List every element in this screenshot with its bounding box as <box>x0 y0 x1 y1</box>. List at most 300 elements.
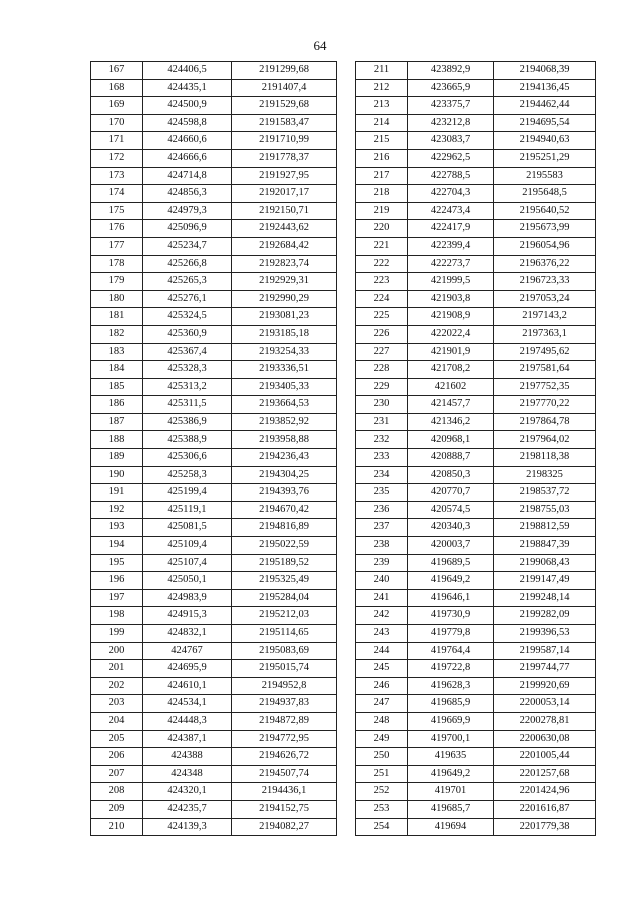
table-row <box>91 765 337 783</box>
y-coordinate-cell: 2195325,49 <box>232 572 337 590</box>
point-number-cell: 205 <box>91 730 143 748</box>
x-coordinate-cell: 419685,9 <box>408 695 494 713</box>
table-row <box>91 149 337 167</box>
y-coordinate-cell: 2194626,72 <box>232 748 337 766</box>
y-coordinate-cell: 2198537,72 <box>494 484 596 502</box>
y-coordinate-cell: 2199396,53 <box>494 625 596 643</box>
table-row <box>356 607 596 625</box>
table-row <box>356 185 596 203</box>
x-coordinate-cell: 424695,9 <box>143 660 232 678</box>
table-row <box>91 202 337 220</box>
table-row <box>91 712 337 730</box>
y-coordinate-cell: 2193958,88 <box>232 431 337 449</box>
y-coordinate-cell: 2197495,62 <box>494 343 596 361</box>
y-coordinate-cell: 2191778,37 <box>232 149 337 167</box>
x-coordinate-cell: 419722,8 <box>408 660 494 678</box>
y-coordinate-cell: 2199587,14 <box>494 642 596 660</box>
x-coordinate-cell: 420850,3 <box>408 466 494 484</box>
y-coordinate-cell: 2197581,64 <box>494 361 596 379</box>
point-number-cell: 171 <box>91 132 143 150</box>
y-coordinate-cell: 2198812,59 <box>494 519 596 537</box>
x-coordinate-cell: 419779,8 <box>408 625 494 643</box>
point-number-cell: 173 <box>91 167 143 185</box>
x-coordinate-cell: 424448,3 <box>143 712 232 730</box>
x-coordinate-cell: 424856,3 <box>143 185 232 203</box>
table-row <box>356 413 596 431</box>
x-coordinate-cell: 419635 <box>408 748 494 766</box>
point-number-cell: 207 <box>91 765 143 783</box>
x-coordinate-cell: 423892,9 <box>408 62 494 80</box>
point-number-cell: 238 <box>356 537 408 555</box>
y-coordinate-cell: 2195648,5 <box>494 185 596 203</box>
y-coordinate-cell: 2195640,52 <box>494 202 596 220</box>
point-number-cell: 246 <box>356 677 408 695</box>
table-row <box>91 607 337 625</box>
y-coordinate-cell: 2194068,39 <box>494 62 596 80</box>
table-row <box>356 484 596 502</box>
table-row <box>356 62 596 80</box>
point-number-cell: 210 <box>91 818 143 836</box>
point-number-cell: 250 <box>356 748 408 766</box>
table-row <box>356 132 596 150</box>
y-coordinate-cell: 2199248,14 <box>494 589 596 607</box>
point-number-cell: 170 <box>91 114 143 132</box>
x-coordinate-cell: 425324,5 <box>143 308 232 326</box>
x-coordinate-cell: 424610,1 <box>143 677 232 695</box>
point-number-cell: 225 <box>356 308 408 326</box>
y-coordinate-cell: 2194136,45 <box>494 79 596 97</box>
point-number-cell: 252 <box>356 783 408 801</box>
table-row <box>356 800 596 818</box>
table-row <box>356 783 596 801</box>
x-coordinate-cell: 425109,4 <box>143 537 232 555</box>
x-coordinate-cell: 424235,7 <box>143 800 232 818</box>
point-number-cell: 186 <box>91 396 143 414</box>
point-number-cell: 203 <box>91 695 143 713</box>
point-number-cell: 184 <box>91 361 143 379</box>
y-coordinate-cell: 2192443,62 <box>232 220 337 238</box>
point-number-cell: 201 <box>91 660 143 678</box>
y-coordinate-cell: 2198118,38 <box>494 449 596 467</box>
table-row <box>91 800 337 818</box>
table-row <box>356 818 596 836</box>
table-row <box>91 378 337 396</box>
table-row <box>91 97 337 115</box>
point-number-cell: 214 <box>356 114 408 132</box>
table-row <box>91 167 337 185</box>
table-row <box>356 290 596 308</box>
x-coordinate-cell: 421346,2 <box>408 413 494 431</box>
x-coordinate-cell: 425311,5 <box>143 396 232 414</box>
point-number-cell: 228 <box>356 361 408 379</box>
x-coordinate-cell: 424435,1 <box>143 79 232 97</box>
y-coordinate-cell: 2199744,77 <box>494 660 596 678</box>
y-coordinate-cell: 2193405,33 <box>232 378 337 396</box>
point-number-cell: 191 <box>91 484 143 502</box>
point-number-cell: 208 <box>91 783 143 801</box>
point-number-cell: 251 <box>356 765 408 783</box>
y-coordinate-cell: 2194082,27 <box>232 818 337 836</box>
y-coordinate-cell: 2196376,22 <box>494 255 596 273</box>
point-number-cell: 239 <box>356 554 408 572</box>
table-row <box>356 677 596 695</box>
table-row <box>91 114 337 132</box>
table-row <box>91 290 337 308</box>
table-row <box>91 449 337 467</box>
point-number-cell: 224 <box>356 290 408 308</box>
x-coordinate-cell: 424406,5 <box>143 62 232 80</box>
x-coordinate-cell: 425119,1 <box>143 501 232 519</box>
x-coordinate-cell: 425276,1 <box>143 290 232 308</box>
x-coordinate-cell: 425306,6 <box>143 449 232 467</box>
table-row <box>356 325 596 343</box>
x-coordinate-cell: 419689,5 <box>408 554 494 572</box>
x-coordinate-cell: 421903,8 <box>408 290 494 308</box>
table-row <box>356 167 596 185</box>
table-row <box>91 343 337 361</box>
x-coordinate-cell: 425266,8 <box>143 255 232 273</box>
table-row <box>91 185 337 203</box>
table-row <box>356 431 596 449</box>
point-number-cell: 231 <box>356 413 408 431</box>
point-number-cell: 222 <box>356 255 408 273</box>
y-coordinate-cell: 2194436,1 <box>232 783 337 801</box>
table-row <box>91 783 337 801</box>
table-left-body <box>91 62 337 836</box>
x-coordinate-cell: 420340,3 <box>408 519 494 537</box>
point-number-cell: 211 <box>356 62 408 80</box>
x-coordinate-cell: 422473,4 <box>408 202 494 220</box>
x-coordinate-cell: 419669,9 <box>408 712 494 730</box>
point-number-cell: 242 <box>356 607 408 625</box>
point-number-cell: 169 <box>91 97 143 115</box>
point-number-cell: 167 <box>91 62 143 80</box>
point-number-cell: 198 <box>91 607 143 625</box>
y-coordinate-cell: 2191529,68 <box>232 97 337 115</box>
x-coordinate-cell: 419701 <box>408 783 494 801</box>
table-row <box>356 748 596 766</box>
x-coordinate-cell: 425313,2 <box>143 378 232 396</box>
table-row <box>91 237 337 255</box>
y-coordinate-cell: 2193081,23 <box>232 308 337 326</box>
point-number-cell: 217 <box>356 167 408 185</box>
point-number-cell: 220 <box>356 220 408 238</box>
y-coordinate-cell: 2201424,96 <box>494 783 596 801</box>
table-row <box>356 625 596 643</box>
y-coordinate-cell: 2191710,99 <box>232 132 337 150</box>
table-row <box>356 519 596 537</box>
table-row <box>356 449 596 467</box>
x-coordinate-cell: 422399,4 <box>408 237 494 255</box>
table-row <box>91 554 337 572</box>
x-coordinate-cell: 420003,7 <box>408 537 494 555</box>
y-coordinate-cell: 2191927,95 <box>232 167 337 185</box>
table-row <box>356 361 596 379</box>
x-coordinate-cell: 424832,1 <box>143 625 232 643</box>
coordinates-table-right <box>355 61 596 836</box>
y-coordinate-cell: 2193664,53 <box>232 396 337 414</box>
table-row <box>91 413 337 431</box>
point-number-cell: 247 <box>356 695 408 713</box>
y-coordinate-cell: 2195583 <box>494 167 596 185</box>
point-number-cell: 181 <box>91 308 143 326</box>
table-row <box>356 712 596 730</box>
y-coordinate-cell: 2193852,92 <box>232 413 337 431</box>
table-row <box>356 695 596 713</box>
table-row <box>91 519 337 537</box>
y-coordinate-cell: 2193336,51 <box>232 361 337 379</box>
point-number-cell: 183 <box>91 343 143 361</box>
table-row <box>91 325 337 343</box>
point-number-cell: 196 <box>91 572 143 590</box>
y-coordinate-cell: 2198755,03 <box>494 501 596 519</box>
y-coordinate-cell: 2200278,81 <box>494 712 596 730</box>
table-row <box>91 79 337 97</box>
y-coordinate-cell: 2201779,38 <box>494 818 596 836</box>
x-coordinate-cell: 422417,9 <box>408 220 494 238</box>
point-number-cell: 240 <box>356 572 408 590</box>
table-row <box>91 625 337 643</box>
point-number-cell: 253 <box>356 800 408 818</box>
table-row <box>356 114 596 132</box>
point-number-cell: 216 <box>356 149 408 167</box>
x-coordinate-cell: 419646,1 <box>408 589 494 607</box>
table-row <box>91 466 337 484</box>
x-coordinate-cell: 425199,4 <box>143 484 232 502</box>
table-row <box>91 642 337 660</box>
table-row <box>356 537 596 555</box>
point-number-cell: 194 <box>91 537 143 555</box>
y-coordinate-cell: 2195251,29 <box>494 149 596 167</box>
x-coordinate-cell: 421602 <box>408 378 494 396</box>
point-number-cell: 223 <box>356 273 408 291</box>
x-coordinate-cell: 419628,3 <box>408 677 494 695</box>
x-coordinate-cell: 424714,8 <box>143 167 232 185</box>
point-number-cell: 245 <box>356 660 408 678</box>
point-number-cell: 219 <box>356 202 408 220</box>
table-row <box>356 378 596 396</box>
table-row <box>356 396 596 414</box>
point-number-cell: 199 <box>91 625 143 643</box>
x-coordinate-cell: 425096,9 <box>143 220 232 238</box>
point-number-cell: 218 <box>356 185 408 203</box>
y-coordinate-cell: 2192823,74 <box>232 255 337 273</box>
x-coordinate-cell: 422022,4 <box>408 325 494 343</box>
y-coordinate-cell: 2194393,76 <box>232 484 337 502</box>
x-coordinate-cell: 419685,7 <box>408 800 494 818</box>
y-coordinate-cell: 2200630,08 <box>494 730 596 748</box>
y-coordinate-cell: 2192684,42 <box>232 237 337 255</box>
page-number: 64 <box>313 38 327 53</box>
x-coordinate-cell: 420888,7 <box>408 449 494 467</box>
x-coordinate-cell: 425265,3 <box>143 273 232 291</box>
table-row <box>91 308 337 326</box>
point-number-cell: 192 <box>91 501 143 519</box>
x-coordinate-cell: 425258,3 <box>143 466 232 484</box>
table-row <box>356 466 596 484</box>
y-coordinate-cell: 2200053,14 <box>494 695 596 713</box>
point-number-cell: 215 <box>356 132 408 150</box>
point-number-cell: 244 <box>356 642 408 660</box>
x-coordinate-cell: 425050,1 <box>143 572 232 590</box>
x-coordinate-cell: 419764,4 <box>408 642 494 660</box>
point-number-cell: 235 <box>356 484 408 502</box>
table-row <box>91 748 337 766</box>
point-number-cell: 237 <box>356 519 408 537</box>
point-number-cell: 197 <box>91 589 143 607</box>
x-coordinate-cell: 424767 <box>143 642 232 660</box>
table-row <box>356 554 596 572</box>
x-coordinate-cell: 421708,2 <box>408 361 494 379</box>
x-coordinate-cell: 419700,1 <box>408 730 494 748</box>
table-row <box>91 537 337 555</box>
x-coordinate-cell: 420574,5 <box>408 501 494 519</box>
point-number-cell: 190 <box>91 466 143 484</box>
y-coordinate-cell: 2192929,31 <box>232 273 337 291</box>
x-coordinate-cell: 419649,2 <box>408 572 494 590</box>
table-row <box>91 220 337 238</box>
table-row <box>356 642 596 660</box>
y-coordinate-cell: 2194872,89 <box>232 712 337 730</box>
table-row <box>356 730 596 748</box>
point-number-cell: 180 <box>91 290 143 308</box>
coordinates-table-left <box>90 61 337 836</box>
x-coordinate-cell: 422273,7 <box>408 255 494 273</box>
point-number-cell: 188 <box>91 431 143 449</box>
point-number-cell: 212 <box>356 79 408 97</box>
x-coordinate-cell: 425328,3 <box>143 361 232 379</box>
y-coordinate-cell: 2194952,8 <box>232 677 337 695</box>
x-coordinate-cell: 424598,8 <box>143 114 232 132</box>
point-number-cell: 249 <box>356 730 408 748</box>
x-coordinate-cell: 424666,6 <box>143 149 232 167</box>
x-coordinate-cell: 425234,7 <box>143 237 232 255</box>
y-coordinate-cell: 2194670,42 <box>232 501 337 519</box>
table-row <box>356 572 596 590</box>
y-coordinate-cell: 2195212,03 <box>232 607 337 625</box>
y-coordinate-cell: 2199920,69 <box>494 677 596 695</box>
point-number-cell: 187 <box>91 413 143 431</box>
point-number-cell: 230 <box>356 396 408 414</box>
point-number-cell: 221 <box>356 237 408 255</box>
table-row <box>356 237 596 255</box>
x-coordinate-cell: 420968,1 <box>408 431 494 449</box>
table-row <box>91 677 337 695</box>
y-coordinate-cell: 2197053,24 <box>494 290 596 308</box>
y-coordinate-cell: 2198847,39 <box>494 537 596 555</box>
x-coordinate-cell: 424387,1 <box>143 730 232 748</box>
x-coordinate-cell: 424500,9 <box>143 97 232 115</box>
y-coordinate-cell: 2191407,4 <box>232 79 337 97</box>
x-coordinate-cell: 424915,3 <box>143 607 232 625</box>
table-row <box>356 308 596 326</box>
y-coordinate-cell: 2194816,89 <box>232 519 337 537</box>
y-coordinate-cell: 2193185,18 <box>232 325 337 343</box>
point-number-cell: 168 <box>91 79 143 97</box>
table-row <box>356 589 596 607</box>
y-coordinate-cell: 2197770,22 <box>494 396 596 414</box>
point-number-cell: 178 <box>91 255 143 273</box>
y-coordinate-cell: 2194937,83 <box>232 695 337 713</box>
point-number-cell: 185 <box>91 378 143 396</box>
x-coordinate-cell: 425107,4 <box>143 554 232 572</box>
x-coordinate-cell: 419730,9 <box>408 607 494 625</box>
y-coordinate-cell: 2193254,33 <box>232 343 337 361</box>
table-row <box>91 273 337 291</box>
y-coordinate-cell: 2195114,65 <box>232 625 337 643</box>
y-coordinate-cell: 2201257,68 <box>494 765 596 783</box>
point-number-cell: 209 <box>91 800 143 818</box>
y-coordinate-cell: 2194940,63 <box>494 132 596 150</box>
point-number-cell: 232 <box>356 431 408 449</box>
point-number-cell: 227 <box>356 343 408 361</box>
y-coordinate-cell: 2199282,09 <box>494 607 596 625</box>
table-row <box>91 132 337 150</box>
point-number-cell: 175 <box>91 202 143 220</box>
y-coordinate-cell: 2192990,29 <box>232 290 337 308</box>
y-coordinate-cell: 2194152,75 <box>232 800 337 818</box>
x-coordinate-cell: 419649,2 <box>408 765 494 783</box>
point-number-cell: 182 <box>91 325 143 343</box>
table-row <box>356 660 596 678</box>
table-row <box>91 818 337 836</box>
x-coordinate-cell: 421908,9 <box>408 308 494 326</box>
x-coordinate-cell: 423375,7 <box>408 97 494 115</box>
x-coordinate-cell: 423083,7 <box>408 132 494 150</box>
point-number-cell: 254 <box>356 818 408 836</box>
point-number-cell: 193 <box>91 519 143 537</box>
table-row <box>91 484 337 502</box>
y-coordinate-cell: 2195015,74 <box>232 660 337 678</box>
point-number-cell: 248 <box>356 712 408 730</box>
y-coordinate-cell: 2195083,69 <box>232 642 337 660</box>
table-row <box>356 343 596 361</box>
table-row <box>91 361 337 379</box>
table-row <box>356 202 596 220</box>
point-number-cell: 229 <box>356 378 408 396</box>
table-row <box>91 589 337 607</box>
table-row <box>91 431 337 449</box>
point-number-cell: 234 <box>356 466 408 484</box>
x-coordinate-cell: 422788,5 <box>408 167 494 185</box>
y-coordinate-cell: 2199147,49 <box>494 572 596 590</box>
x-coordinate-cell: 424320,1 <box>143 783 232 801</box>
point-number-cell: 179 <box>91 273 143 291</box>
point-number-cell: 176 <box>91 220 143 238</box>
point-number-cell: 213 <box>356 97 408 115</box>
y-coordinate-cell: 2201005,44 <box>494 748 596 766</box>
table-row <box>91 255 337 273</box>
point-number-cell: 204 <box>91 712 143 730</box>
x-coordinate-cell: 425081,5 <box>143 519 232 537</box>
point-number-cell: 172 <box>91 149 143 167</box>
x-coordinate-cell: 421999,5 <box>408 273 494 291</box>
table-row <box>356 501 596 519</box>
y-coordinate-cell: 2195189,52 <box>232 554 337 572</box>
point-number-cell: 226 <box>356 325 408 343</box>
table-row <box>91 695 337 713</box>
x-coordinate-cell: 424534,1 <box>143 695 232 713</box>
y-coordinate-cell: 2194304,25 <box>232 466 337 484</box>
point-number-cell: 174 <box>91 185 143 203</box>
table-row <box>91 396 337 414</box>
y-coordinate-cell: 2195022,59 <box>232 537 337 555</box>
point-number-cell: 195 <box>91 554 143 572</box>
table-row <box>91 572 337 590</box>
y-coordinate-cell: 2197363,1 <box>494 325 596 343</box>
y-coordinate-cell: 2194695,54 <box>494 114 596 132</box>
point-number-cell: 189 <box>91 449 143 467</box>
